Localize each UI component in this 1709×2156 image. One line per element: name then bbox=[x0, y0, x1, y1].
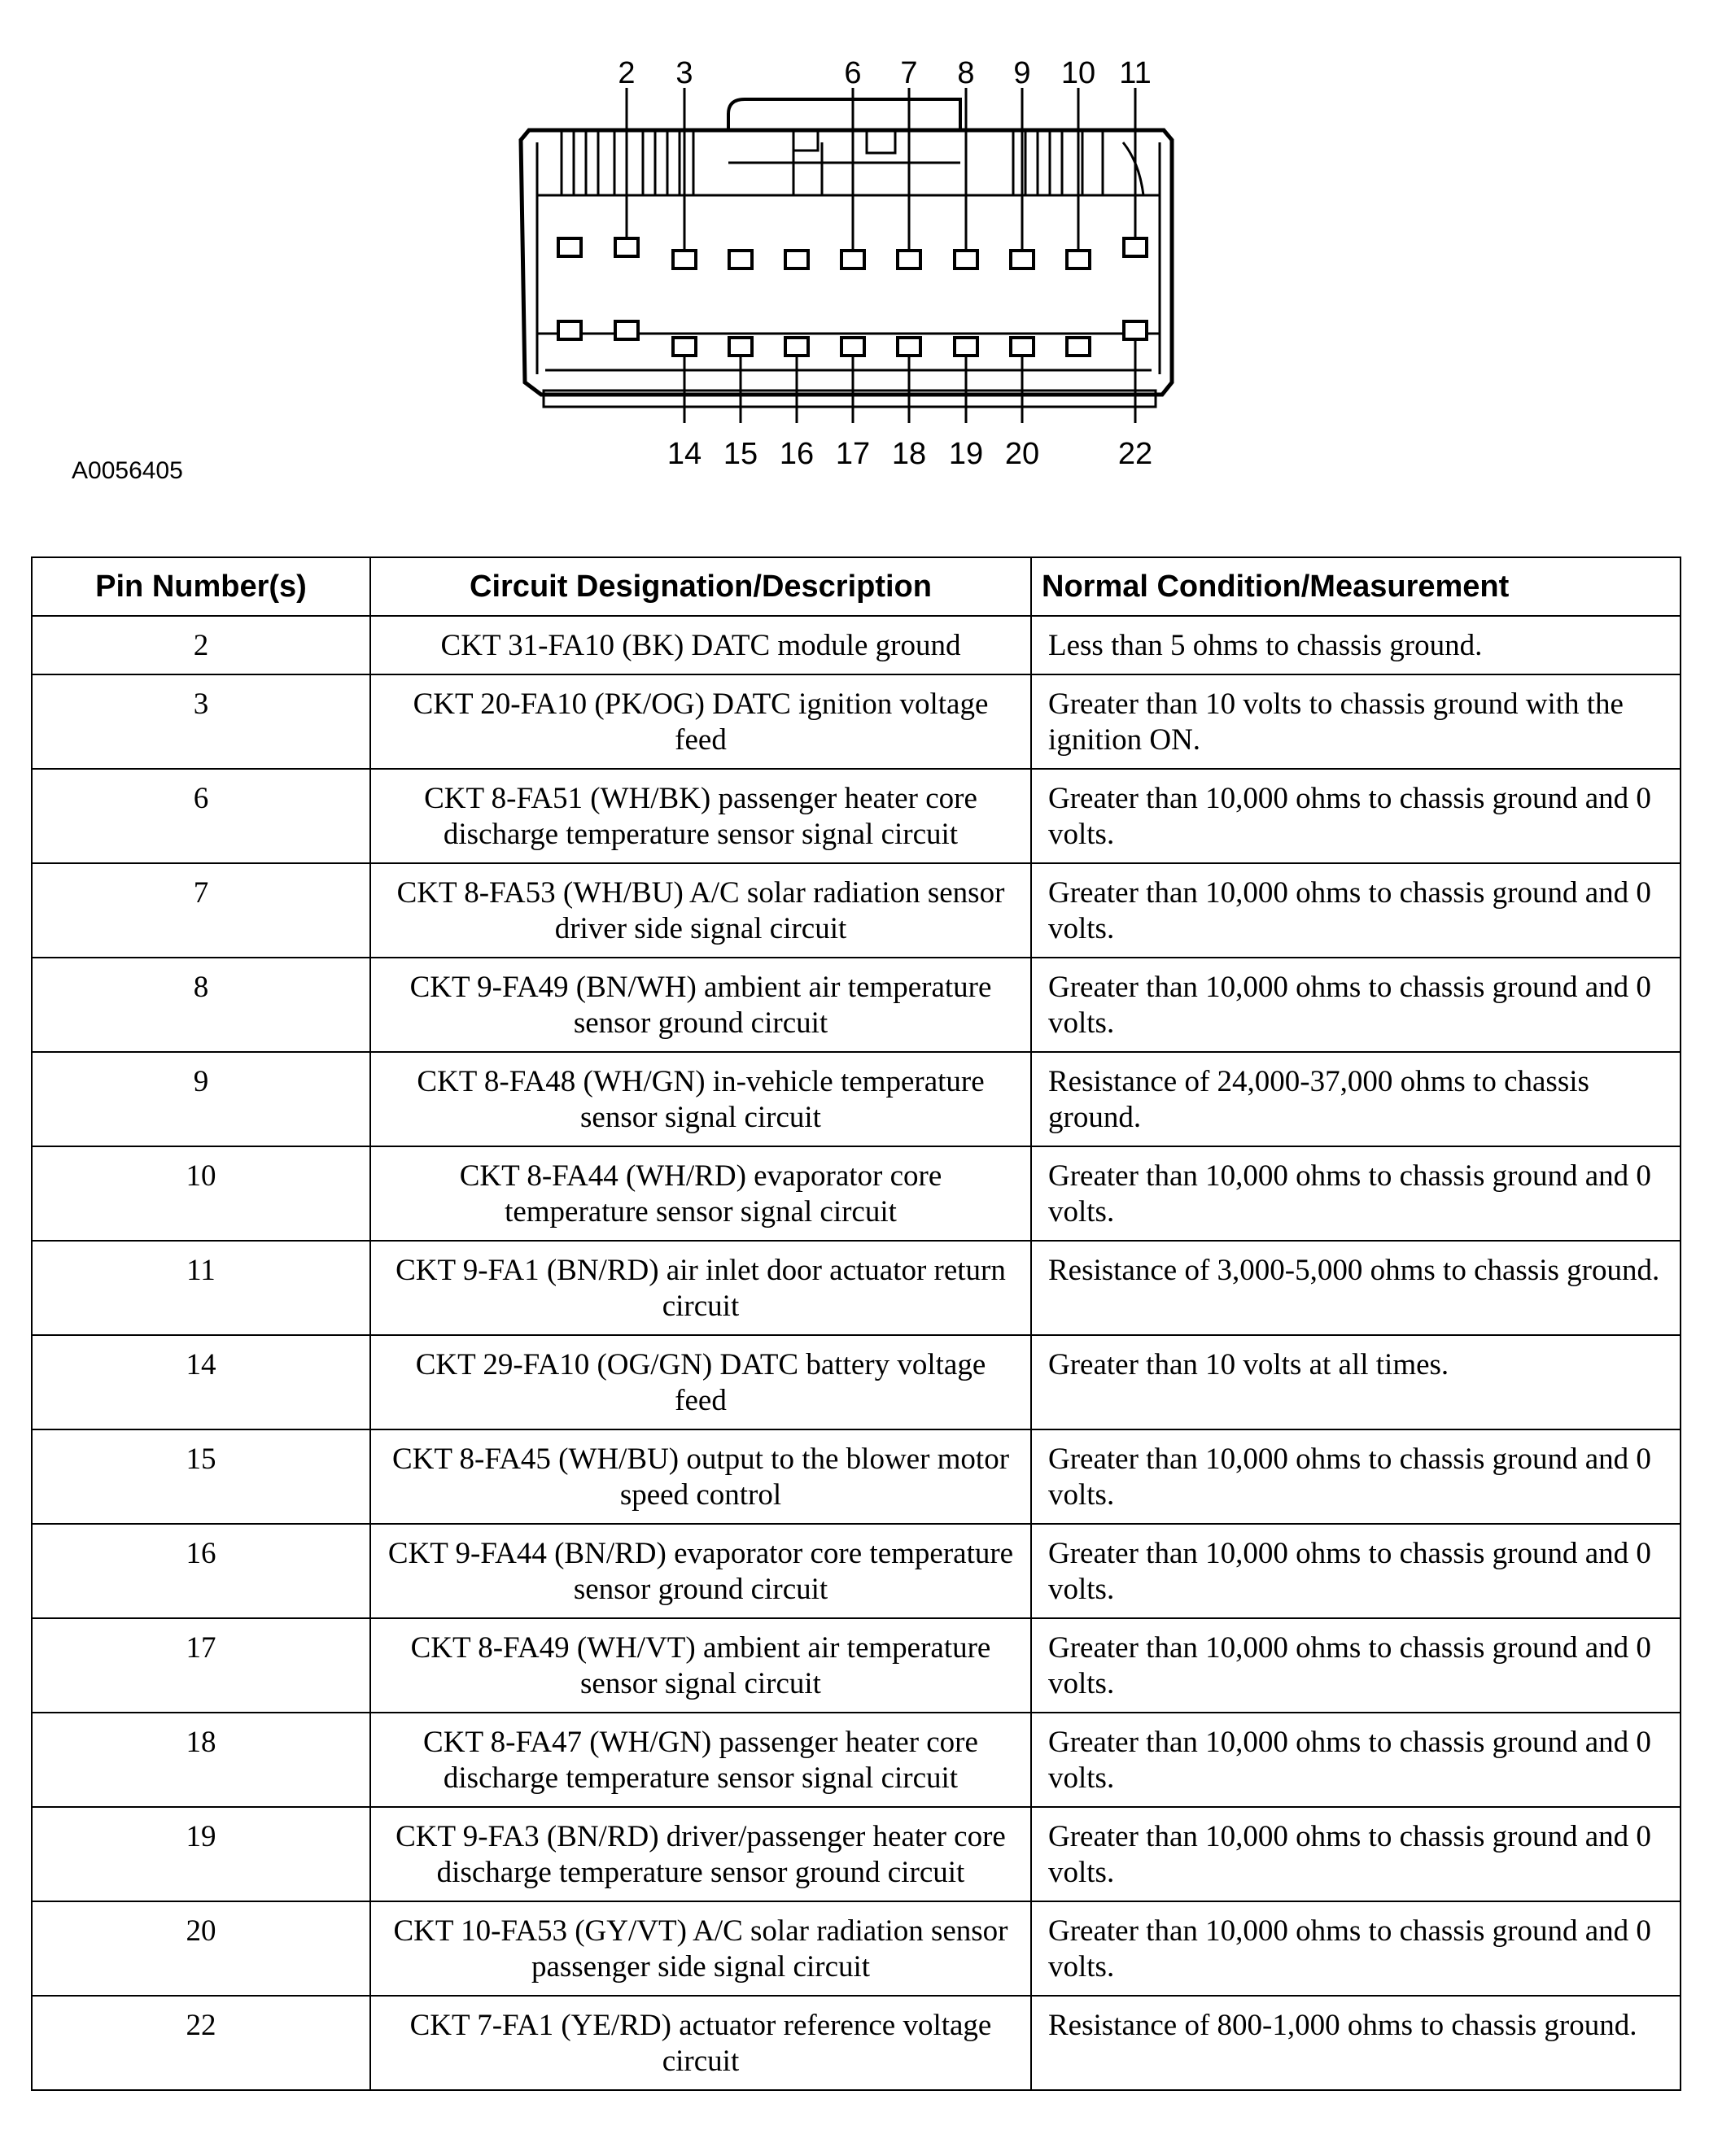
pin-number-cell: 11 bbox=[32, 1241, 370, 1335]
circuit-description-cell: CKT 8-FA45 (WH/BU) output to the blower motor speed control bbox=[370, 1429, 1031, 1524]
pin-number-cell: 19 bbox=[32, 1807, 370, 1901]
measurement-cell: Resistance of 24,000-37,000 ohms to chassis ground. bbox=[1031, 1052, 1681, 1146]
measurement-cell: Less than 5 ohms to chassis ground. bbox=[1031, 616, 1681, 674]
pin-label-bottom: 19 bbox=[948, 437, 984, 471]
measurement-cell: Greater than 10,000 ohms to chassis ground and 0 volts. bbox=[1031, 1807, 1681, 1901]
table-row bbox=[32, 1807, 1681, 1901]
measurement-cell: Resistance of 3,000-5,000 ohms to chassis ground. bbox=[1031, 1241, 1681, 1335]
pin-label-top: 7 bbox=[900, 56, 918, 90]
pin-number-cell: 8 bbox=[32, 958, 370, 1052]
column-header-measurement: Normal Condition/Measurement bbox=[1031, 557, 1681, 616]
pin-label-top: 3 bbox=[675, 56, 693, 90]
table-row bbox=[32, 674, 1681, 769]
pin-label-bottom: 22 bbox=[1117, 437, 1153, 471]
column-header-pin: Pin Number(s) bbox=[32, 557, 370, 616]
figure-id: A0056405 bbox=[72, 457, 183, 484]
pin-number-cell: 9 bbox=[32, 1052, 370, 1146]
pin-number-cell: 14 bbox=[32, 1335, 370, 1429]
pin-label-top: 11 bbox=[1119, 56, 1152, 90]
pin-label-bottom: 17 bbox=[835, 437, 871, 471]
measurement-cell: Greater than 10 volts at all times. bbox=[1031, 1335, 1681, 1429]
table-row bbox=[32, 1241, 1681, 1335]
measurement-cell: Greater than 10,000 ohms to chassis ground and 0 volts. bbox=[1031, 958, 1681, 1052]
measurement-cell: Greater than 10,000 ohms to chassis ground and 0 volts. bbox=[1031, 1713, 1681, 1807]
table-row bbox=[32, 1996, 1681, 2090]
table-row bbox=[32, 958, 1681, 1052]
table-row bbox=[32, 1052, 1681, 1146]
pin-number-cell: 16 bbox=[32, 1524, 370, 1618]
circuit-description-cell: CKT 8-FA48 (WH/GN) in-vehicle temperature sensor signal circuit bbox=[370, 1052, 1031, 1146]
pin-label-top: 6 bbox=[844, 56, 862, 90]
circuit-description-cell: CKT 8-FA49 (WH/VT) ambient air temperature sensor signal circuit bbox=[370, 1618, 1031, 1713]
circuit-description-cell: CKT 9-FA49 (BN/WH) ambient air temperature sensor ground circuit bbox=[370, 958, 1031, 1052]
pin-number-cell: 10 bbox=[32, 1146, 370, 1241]
table-row bbox=[32, 1429, 1681, 1524]
pin-number-cell: 18 bbox=[32, 1713, 370, 1807]
table-row bbox=[32, 1335, 1681, 1429]
pin-number-cell: 15 bbox=[32, 1429, 370, 1524]
table-row bbox=[32, 1618, 1681, 1713]
circuit-description-cell: CKT 31-FA10 (BK) DATC module ground bbox=[370, 616, 1031, 674]
pin-label-top: 9 bbox=[1013, 56, 1031, 90]
table-row bbox=[32, 1713, 1681, 1807]
table-row bbox=[32, 1524, 1681, 1618]
measurement-cell: Greater than 10,000 ohms to chassis ground and 0 volts. bbox=[1031, 1618, 1681, 1713]
measurement-cell: Resistance of 800-1,000 ohms to chassis ground. bbox=[1031, 1996, 1681, 2090]
circuit-description-cell: CKT 7-FA1 (YE/RD) actuator reference voltage circuit bbox=[370, 1996, 1031, 2090]
circuit-description-cell: CKT 20-FA10 (PK/OG) DATC ignition voltage feed bbox=[370, 674, 1031, 769]
table-row bbox=[32, 863, 1681, 958]
pin-number-cell: 7 bbox=[32, 863, 370, 958]
table-row bbox=[32, 1901, 1681, 1996]
table-header-row bbox=[32, 557, 1681, 616]
measurement-cell: Greater than 10 volts to chassis ground with the ignition ON. bbox=[1031, 674, 1681, 769]
measurement-cell: Greater than 10,000 ohms to chassis ground and 0 volts. bbox=[1031, 769, 1681, 863]
pin-number-cell: 22 bbox=[32, 1996, 370, 2090]
table-row bbox=[32, 769, 1681, 863]
pin-label-bottom: 15 bbox=[723, 437, 758, 471]
table-row bbox=[32, 616, 1681, 674]
measurement-cell: Greater than 10,000 ohms to chassis ground and 0 volts. bbox=[1031, 1429, 1681, 1524]
pin-number-cell: 2 bbox=[32, 616, 370, 674]
circuit-description-cell: CKT 8-FA47 (WH/GN) passenger heater core discharge temperature sensor signal circuit bbox=[370, 1713, 1031, 1807]
pin-label-top: 10 bbox=[1060, 56, 1096, 90]
measurement-cell: Greater than 10,000 ohms to chassis ground and 0 volts. bbox=[1031, 1146, 1681, 1241]
pin-table bbox=[31, 556, 1681, 2091]
circuit-description-cell: CKT 8-FA51 (WH/BK) passenger heater core discharge temperature sensor signal circuit bbox=[370, 769, 1031, 863]
circuit-description-cell: CKT 9-FA3 (BN/RD) driver/passenger heater core discharge temperature sensor ground circuit bbox=[370, 1807, 1031, 1901]
circuit-description-cell: CKT 9-FA1 (BN/RD) air inlet door actuator return circuit bbox=[370, 1241, 1031, 1335]
pin-label-bottom: 14 bbox=[667, 437, 702, 471]
pin-number-cell: 20 bbox=[32, 1901, 370, 1996]
circuit-description-cell: CKT 8-FA53 (WH/BU) A/C solar radiation sensor driver side signal circuit bbox=[370, 863, 1031, 958]
circuit-description-cell: CKT 10-FA53 (GY/VT) A/C solar radiation sensor passenger side signal circuit bbox=[370, 1901, 1031, 1996]
pin-label-top: 8 bbox=[957, 56, 975, 90]
pin-label-bottom: 16 bbox=[779, 437, 815, 471]
circuit-description-cell: CKT 8-FA44 (WH/RD) evaporator core temperature sensor signal circuit bbox=[370, 1146, 1031, 1241]
pin-number-cell: 3 bbox=[32, 674, 370, 769]
circuit-description-cell: CKT 9-FA44 (BN/RD) evaporator core temperature sensor ground circuit bbox=[370, 1524, 1031, 1618]
pin-label-top: 2 bbox=[618, 56, 636, 90]
pin-number-cell: 6 bbox=[32, 769, 370, 863]
connector-diagram bbox=[0, 0, 1709, 488]
table-row bbox=[32, 1146, 1681, 1241]
measurement-cell: Greater than 10,000 ohms to chassis ground and 0 volts. bbox=[1031, 1524, 1681, 1618]
measurement-cell: Greater than 10,000 ohms to chassis ground and 0 volts. bbox=[1031, 1901, 1681, 1996]
pin-label-bottom: 18 bbox=[891, 437, 927, 471]
pin-number-cell: 17 bbox=[32, 1618, 370, 1713]
measurement-cell: Greater than 10,000 ohms to chassis ground and 0 volts. bbox=[1031, 863, 1681, 958]
column-header-circuit: Circuit Designation/Description bbox=[370, 557, 1031, 616]
pin-label-bottom: 20 bbox=[1004, 437, 1040, 471]
circuit-description-cell: CKT 29-FA10 (OG/GN) DATC battery voltage feed bbox=[370, 1335, 1031, 1429]
